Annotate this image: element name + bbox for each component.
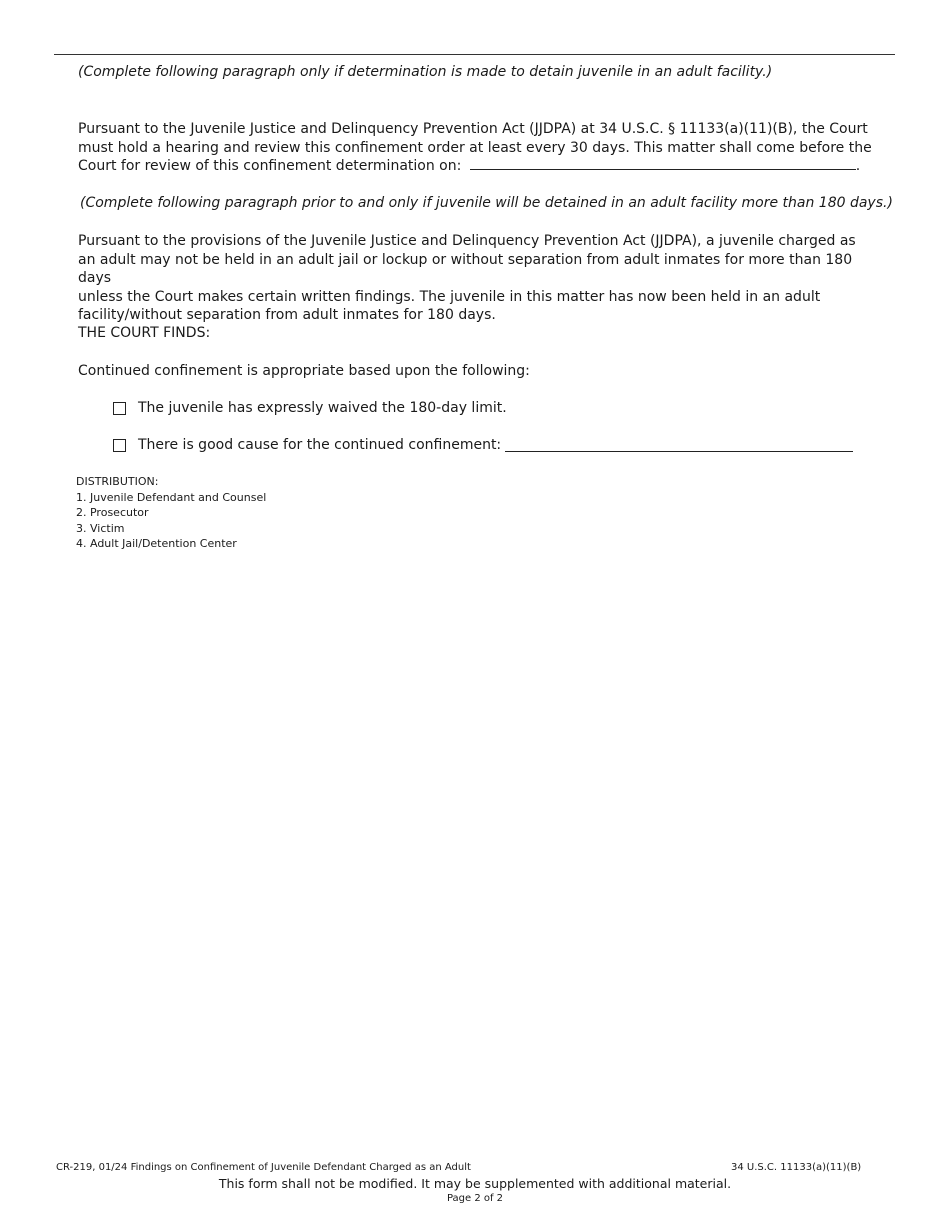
review-paragraph	[78, 120, 878, 176]
jjdpa-paragraph-line-2: an adult may not be held in an adult jail or lockup or without separation from adult inmates for more than 180 days	[78, 251, 853, 286]
jjdpa-paragraph-line-3: unless the Court makes certain written findings. The juvenile in this matter has now been held in an adult	[78, 288, 821, 305]
distribution-list	[76, 474, 266, 552]
footer-statute: 34 U.S.C. 11133(a)(11)(B)	[731, 1162, 862, 1173]
waived-option[interactable]	[113, 399, 507, 417]
instruction-180-days: (Complete following paragraph prior to and only if juvenile will be detained in an adult facility more than 180 days.)	[80, 195, 893, 211]
waived-checkbox[interactable]	[113, 402, 126, 415]
distribution-item: 2. Prosecutor	[76, 506, 149, 519]
court-finds-heading: THE COURT FINDS:	[78, 325, 211, 341]
good-cause-checkbox[interactable]	[113, 439, 126, 452]
distribution-item: 3. Victim	[76, 521, 125, 535]
review-date-label: Court for review of this confinement determination on:	[78, 158, 462, 174]
footer-page-number: Page 2 of 2	[446, 1193, 504, 1204]
review-date-field[interactable]	[470, 157, 856, 170]
review-paragraph-line-1: Pursuant to the Juvenile Justice and Delinquency Prevention Act (JJDPA) at 34 U.S.C. § 11133(a)(11)(B), the Court	[78, 121, 868, 137]
distribution-item: 1. Juvenile Defendant and Counsel	[76, 490, 267, 504]
good-cause-label: There is good cause for the continued confinement:	[138, 437, 502, 453]
continued-confinement-text: Continued confinement is appropriate based upon the following:	[78, 363, 530, 379]
good-cause-option[interactable]	[113, 436, 853, 454]
waived-label: The juvenile has expressly waived the 180-day limit.	[138, 400, 507, 416]
top-rule	[54, 54, 895, 55]
distribution-item: 4. Adult Jail/Detention Center	[76, 537, 237, 550]
instruction-adult-facility: (Complete following paragraph only if determination is made to detain juvenile in an adult facility.)	[78, 64, 773, 80]
footer-form-id: CR-219, 01/24 Findings on Confinement of Juvenile Defendant Charged as an Adult	[56, 1162, 471, 1173]
distribution-heading: DISTRIBUTION:	[76, 475, 159, 488]
review-date-period: .	[855, 158, 861, 174]
jjdpa-paragraph-line-1: Pursuant to the provisions of the Juvenile Justice and Delinquency Prevention Act (JJDPA), a juvenile charged as	[78, 233, 856, 249]
jjdpa-paragraph-line-4: facility/without separation from adult inmates for 180 days.	[78, 307, 496, 323]
footer-notice: This form shall not be modified. It may be supplemented with additional material.	[218, 1176, 732, 1191]
good-cause-field[interactable]	[505, 439, 853, 452]
review-paragraph-line-3	[78, 157, 878, 176]
review-paragraph-line-2: must hold a hearing and review this confinement order at least every 30 days. This matter shall come before the	[78, 139, 872, 156]
jjdpa-paragraph	[78, 232, 878, 325]
